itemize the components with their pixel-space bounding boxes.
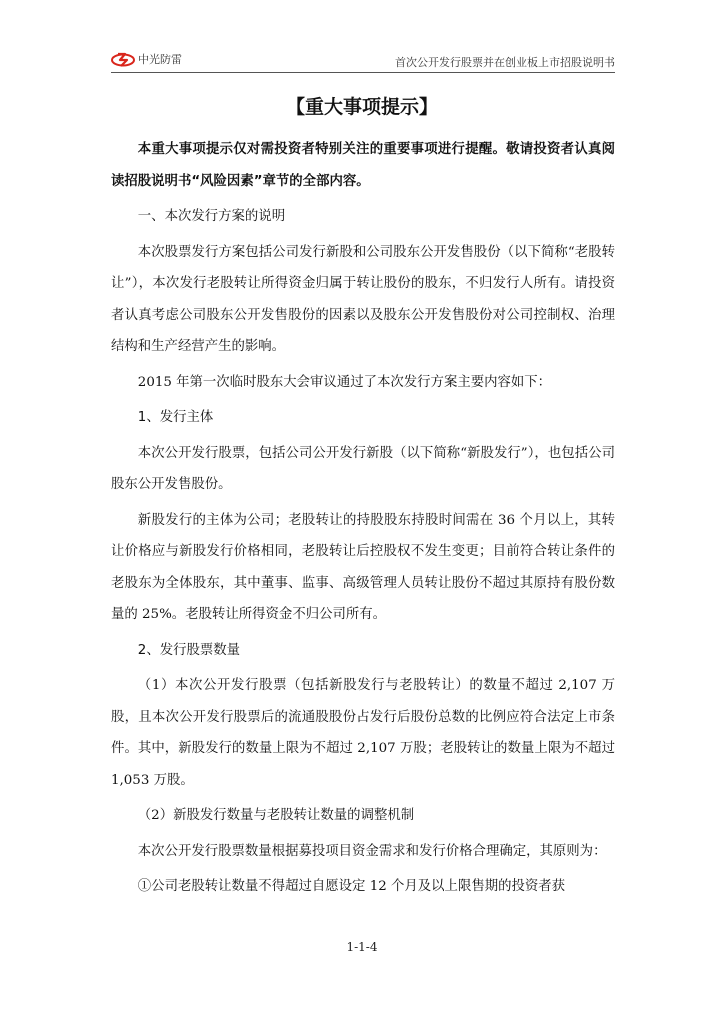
paragraph: （1）本次公开发行股票（包括新股发行与老股转让）的数量不超过 2,107 万股，且本次公开发行股票后的流通股股份占发行后股份总数的比例应符合法定上市条件。其中，新股发行的数量上限为不超过 2,107 万股；老股转让的数量上限为不超过 1,053 万股。 xyxy=(111,678,615,788)
company-logo xyxy=(111,51,182,67)
paragraph: ①公司老股转让数量不得超过自愿设定 12 个月及以上限售期的投资者获 xyxy=(137,879,566,894)
body-text xyxy=(111,134,615,907)
page-number: 1-1-4 xyxy=(346,940,378,954)
paragraph: 本次股票发行方案包括公司发行新股和公司股东公开发售股份（以下简称“老股转让”），本次发行老股转让所得资金归属于转让股份的股东，不归发行人所有。请投资者认真考虑公司股东公开发售股份的因素以及股东公开发售股份对公司控制权、治理结构和生产经营产生的影响。 xyxy=(111,244,615,354)
page-title: 【重大事项提示】 xyxy=(285,96,438,118)
intro-paragraph: 本重大事项提示仅对需投资者特别关注的重要事项进行提醒。敬请投资者认真阅读招股说明书“风险因素”章节的全部内容。 xyxy=(111,142,615,189)
document-title: 首次公开发行股票并在创业板上市招股说明书 xyxy=(395,56,615,69)
paragraph: 本次公开发行股票，包括公司公开发行新股（以下简称“新股发行”），也包括公司股东公开发售股份。 xyxy=(111,445,615,492)
section-heading: 一、本次发行方案的说明 xyxy=(137,209,286,224)
paragraph: 新股发行的主体为公司；老股转让的持股股东持股时间需在 36 个月以上，其转让价格应与新股发行价格相同，老股转让后控股权不发生变更；目前符合转让条件的老股东为全体股东，其中董事、监事、高级管理人员转让股份不超过其原持有股份数量的 25%。老股转让所得资金不归公司所有。 xyxy=(111,512,615,622)
paragraph: 本次公开发行股票数量根据募投项目资金需求和发行价格合理确定，其原则为： xyxy=(137,843,607,859)
subsection-heading: 2、发行股票数量 xyxy=(137,642,241,658)
paragraph: （2）新股发行数量与老股转让数量的调整机制 xyxy=(137,808,415,823)
page-header xyxy=(111,50,615,73)
subsection-heading: 1、发行主体 xyxy=(137,410,214,425)
company-name: 中光防雷 xyxy=(138,53,182,66)
logo-icon xyxy=(111,51,135,67)
paragraph: 2015 年第一次临时股东大会审议通过了本次发行方案主要内容如下： xyxy=(137,374,552,390)
